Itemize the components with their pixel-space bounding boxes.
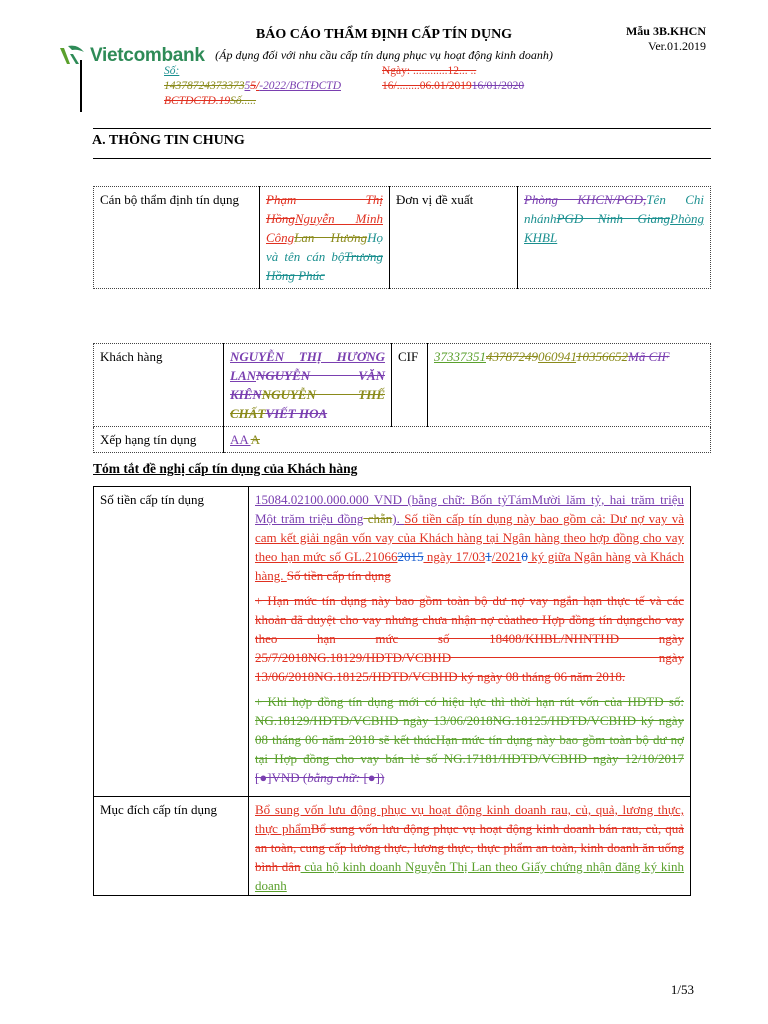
so-deleted-2: 5 — [250, 80, 256, 92]
unit-u1: Phòng KHCN/PGD, — [524, 192, 647, 207]
staff-label: Cán bộ thẩm định tín dụng — [94, 187, 260, 289]
unit-label: Đơn vị đề xuất — [390, 187, 518, 289]
rating-label: Xếp hạng tín dụng — [94, 427, 224, 453]
amount-p3b: [●]VND ( — [255, 770, 308, 785]
staff-v1: Phạm Thị Hồng — [266, 192, 383, 226]
section-a-heading: A. THÔNG TIN CHUNG — [92, 133, 245, 148]
purpose-b: Bổ sung vốn lưu động phục vụ hoạt động kinh doanh bán rau, củ, quả an toàn, cung cấp lương thực, lương thực, thực phẩm an toàn, kinh doanh ăn uống bình dân — [255, 821, 684, 874]
customer-label: Khách hàng — [94, 344, 224, 427]
cif-label: CIF — [392, 344, 428, 427]
report-title: BÁO CÁO THẨM ĐỊNH CẤP TÍN DỤNG — [255, 27, 513, 42]
amount-p1g: 1 — [485, 549, 492, 564]
customer-n2: NGUYỄN VĂN KIÊN — [230, 368, 385, 402]
purpose-c: của hộ kinh doanh Nguyễn Thị Lan theo Giấy chứng nhận đăng ký kinh doanh — [255, 859, 684, 893]
so-tail: -2022/BCTĐCTD — [259, 80, 341, 92]
unit-u3: PGD Ninh Giang — [556, 211, 671, 226]
cif-c4: 10356652 — [576, 349, 629, 364]
staff-v5: Trương Hồng Phúc — [266, 249, 383, 283]
cif-c1: 37337351 — [434, 349, 486, 364]
amount-p1f: ngày 17/03 — [423, 549, 486, 564]
purpose-value — [249, 797, 691, 896]
ngay-line2: 16/........06.01/2019 — [382, 80, 472, 92]
customer-n4: VIẾT HOA — [265, 406, 328, 421]
so-label: Số: — [164, 65, 180, 77]
amount-p1e: 2015 — [397, 549, 424, 564]
amount-p3a: + Khi hợp đồng tín dụng mới có hiệu lực thì thời hạn rút vốn của HĐTD số: NG.18129/HDTD/VCBHD ngày 13/06/2018NG.18125/HDTD/VCBHD ký ngày 08 tháng 06 năm 2018 sẽ kết thúcHạn mức tín dụng này bao gồm toàn bộ dư nợ tại Hợp đồng cho vay bán lẻ số NG.17181/HDTD/VCBHD ngày 12/10/2017 — [255, 694, 684, 766]
so-line3b: Số..... — [230, 95, 257, 107]
unit-u4: Phòng KHBL — [524, 211, 704, 245]
cif-c2: 43787249 — [486, 349, 538, 364]
purpose-a: Bổ sung vốn lưu động phục vụ hoạt động kinh doanh rau, củ, quả, lương thực, thực phẩm — [255, 802, 684, 836]
amount-p1k: Số tiền cấp tín dụng — [286, 568, 391, 583]
so-line3: BCTĐCTD.19 — [164, 95, 231, 107]
so-inserted-2: / — [256, 80, 260, 92]
amount-p1i: 0 — [521, 549, 528, 564]
ngay-label: Ngày: ............12... .. — [382, 65, 477, 77]
report-subtitle: (Áp dụng đối với nhu cầu cấp tín dụng phục vụ hoạt động kinh doanh) — [215, 48, 553, 62]
form-code: Mẫu 3B.KHCN — [625, 24, 706, 38]
amount-p1b: chẵn — [363, 511, 393, 526]
so-deleted: 14378724373373 — [164, 80, 245, 92]
unit-u2: Tên Chi nhánh — [524, 192, 704, 226]
staff-v2: Nguyễn Minh Công — [266, 211, 383, 245]
so-inserted: 5 — [244, 80, 251, 92]
summary-table — [93, 486, 691, 896]
amount-p1j: ký giữa Ngân hàng và Khách hàng. — [255, 549, 684, 583]
cif-c3: 060941 — [538, 349, 577, 364]
staff-v3: Lan Hương — [294, 230, 368, 245]
amount-value — [249, 487, 691, 797]
amount-label: Số tiền cấp tín dụng — [94, 487, 249, 797]
amount-p2: + Hạn mức tín dụng này bao gồm toàn bộ dư nợ vay ngắn hạn thực tế và các khoản đã duyệt cho vay nhưng chưa nhận nợ củatheo Hợp đồng tín dụngcho vay theo hạn mức số 18408/KHBL/NHNTHD ngày 25/7/2018NG.18129/HDTD/VCBHD ngày 13/06/2018NG.18125/HDTD/VCBHD ký ngày 08 tháng 06 năm 2018. — [255, 593, 684, 684]
brand-name: Vietcombank — [90, 45, 205, 66]
purpose-label: Mục đích cấp tín dụng — [94, 797, 249, 896]
amount-p1c: ). — [392, 511, 405, 526]
staff-v4: Họ và tên cán bộ — [266, 230, 383, 264]
amount-p1d: Số tiền cấp tín dụng này bao gồm cả: Dư nợ vay và cam kết giải ngân vốn vay của Khách hàng tại Ngân hàng theo hợp đồng cho vay theo hạn mức số GL.21066 — [255, 511, 684, 564]
amount-p3d: [●]) — [363, 770, 385, 785]
rating-new: AA — [230, 432, 251, 447]
rating-old: A — [250, 432, 260, 447]
ngay-line2b: 16/01/2020 — [471, 80, 525, 92]
summary-heading: Tóm tắt đề nghị cấp tín dụng của Khách hàng — [93, 461, 358, 476]
amount-p1h: /2021 — [491, 549, 522, 564]
form-version: Ver.01.2019 — [648, 39, 706, 53]
customer-n1: NGUYỄN THỊ HƯƠNG LAN — [230, 349, 385, 383]
amount-p3c: bằng chữ: — [307, 770, 364, 785]
amount-p1a: 15084.02100.000.000 VND (bằng chữ: Bốn tỷTámMười lăm tỷ, hai trăm triệu Một trăm triệu đồng — [255, 492, 684, 526]
customer-n3: NGUYỄN THẾ CHẤT — [230, 387, 385, 421]
cif-c5: Mã CIF — [628, 349, 670, 364]
page-number: 1/53 — [670, 982, 694, 997]
